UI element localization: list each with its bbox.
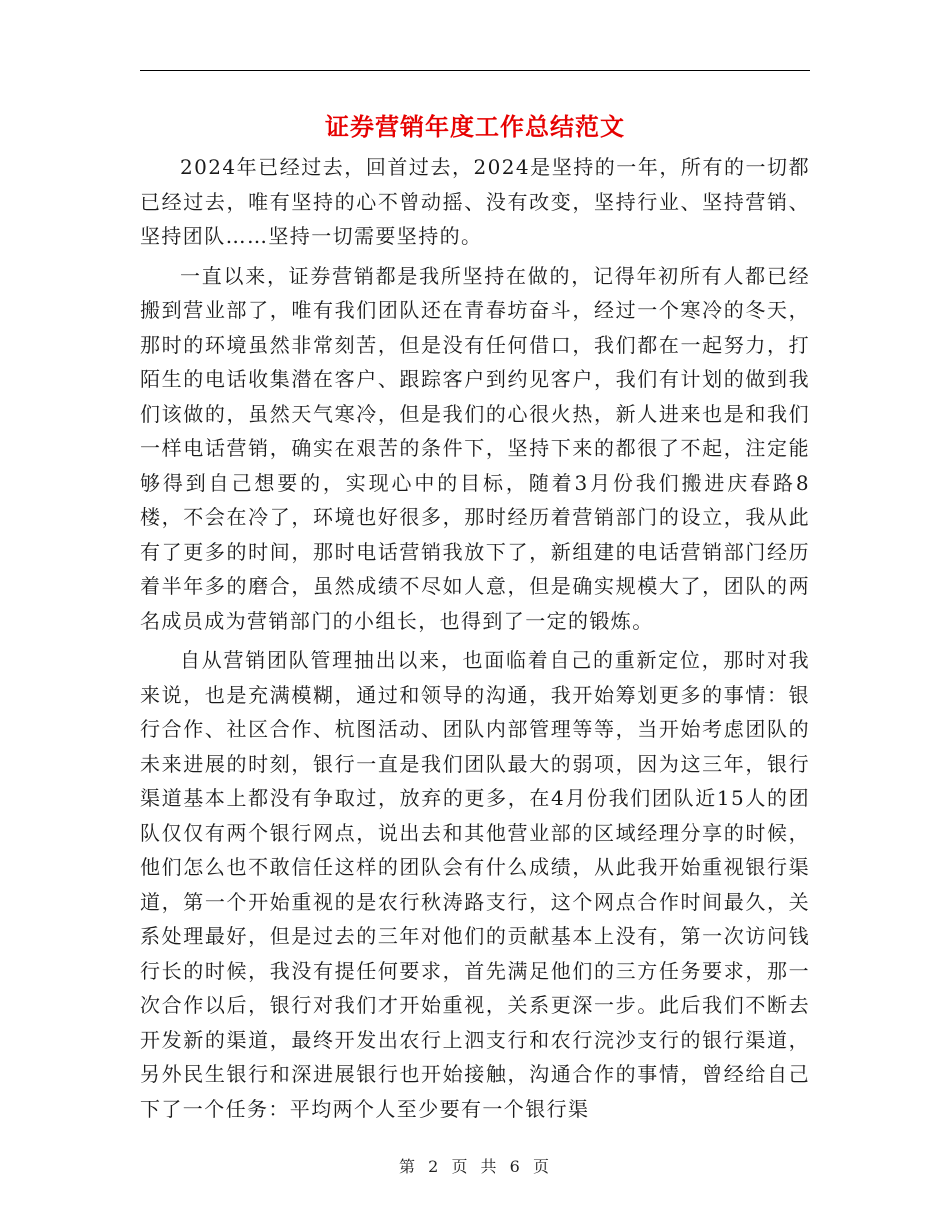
footer-prefix: 第 [399, 1157, 418, 1176]
document-title: 证券营销年度工作总结范文 [325, 112, 625, 141]
header-rule [140, 70, 810, 71]
footer-suffix: 页 [532, 1157, 551, 1176]
total-pages-number: 6 [509, 1157, 522, 1176]
document-body [140, 150, 810, 1126]
current-page-number: 2 [428, 1157, 441, 1176]
paragraph-3: 自从营销团队管理抽出以来，也面临着自己的重新定位，那时对我来说，也是充满模糊，通过和领导的沟通，我开始筹划更多的事情：银行合作、社区合作、杭图活动、团队内部管理等等，当开始考虑团队的未来进展的时刻，银行一直是我们团队最大的弱项，因为这三年，银行渠道基本上都没有争取过，放弃的更多，在4月份我们团队近15人的团队仅仅有两个银行网点，说出去和其他营业部的区域经理分享的时候，他们怎么也不敢信任这样的团队会有什么成绩，从此我开始重视银行渠道，第一个开始重视的是农行秋涛路支行，这个网点合作时间最久，关系处理最好，但是过去的三年对他们的贡献基本上没有，第一次访问钱行长的时候，我没有提任何要求，首先满足他们的三方任务要求，那一次合作以后，银行对我们才开始重视，关系更深一步。此后我们不断去开发新的渠道，最终开发出农行上泗支行和农行浣沙支行的银行渠道，另外民生银行和深进展银行也开始接触，沟通合作的事情，曾经给自己下了一个任务：平均两个人至少要有一个银行渠 [140, 648, 810, 1121]
footer-total-word: 共 [480, 1157, 499, 1176]
paragraph-1: 2024年已经过去，回首过去，2024是坚持的一年，所有的一切都已经过去，唯有坚持的心不曾动摇、没有改变，坚持行业、坚持营销、坚持团队……坚持一切需要坚持的。 [140, 155, 810, 248]
page-footer [0, 1154, 950, 1177]
footer-page-word: 页 [451, 1157, 470, 1176]
paragraph-2: 一直以来，证券营销都是我所坚持在做的，记得年初所有人都已经搬到营业部了，唯有我们团队还在青春坊奋斗，经过一个寒冷的冬天，那时的环境虽然非常刻苦，但是没有任何借口，我们都在一起努力，打陌生的电话收集潜在客户、跟踪客户到约见客户，我们有计划的做到我们该做的，虽然天气寒冷，但是我们的心很火热，新人进来也是和我们一样电话营销，确实在艰苦的条件下，坚持下来的都很了不起，注定能够得到自己想要的，实现心中的目标，随着3月份我们搬进庆春路8楼，不会在冷了，环境也好很多，那时经历着营销部门的设立，我从此有了更多的时间，那时电话营销我放下了，新组建的电话营销部门经历着半年多的磨合，虽然成绩不尽如人意，但是确实规模大了，团队的两名成员成为营销部门的小组长，也得到了一定的锻炼。 [140, 263, 810, 633]
